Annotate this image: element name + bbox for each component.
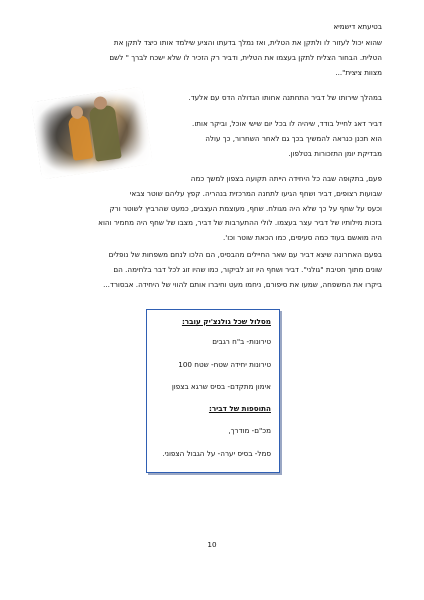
route-item: טירונות- ב"ח רגבים [212,337,271,346]
photo-figure-soldier [89,105,122,162]
text-line: פעם, בתקופה שבה כל היחידה הייתה תקועה בצפון למשך כמה [190,174,382,183]
text-line: הוא תכנן כנראה להמשיך בכך גם לאחר השחרור, כך עולה [205,133,382,143]
text-line: דביר דאג לחייל בודד, שיהיה לו בכל יום שישי אוכל, וביקר אותו. [192,119,382,128]
text-line: וכעס על שחף על כך שלא היה מגולח. שחף, מעוצמת העצבים, כמעט שהרביץ לשוטר ורק [109,203,382,213]
page-header: בטיעתא דישמיא [333,22,382,31]
route-info-box [146,309,280,473]
text-line: הטלית. הבחור הצליח לתקן בעצמו את הטלית, ודביר רק הזכיר לו שלא ישכח לברך " לשם [109,52,382,62]
text-line: במהלך שירותו של דביר התחתנה אחותו הגדולה הדס עם אלעד. [188,93,382,102]
paragraph-nahariya [40,172,382,246]
addition-item: סמל- בסיס יערה- על הגבול הצפוני. [162,449,271,458]
paragraph-condolence [40,248,382,292]
route-heading: מסלול שכל גולנצ'יק עובר: [181,317,271,326]
text-line: שבועות רצופים, דביר ושחף הגיעו לתחנה המרכזית בנהריה. קפץ עליהם שוטר צבאי [129,188,382,198]
paragraph-lone-soldier [162,117,382,161]
route-item: טירונות יחידה שטח- שטח 100 [178,360,271,369]
paragraph-tallit [40,36,382,80]
text-line: ביקרו את המשפחה, שמעו את סיפורם, ניחמו מעט וחיברו אותם להווי של היחידה. אבסורד... [103,279,382,289]
addition-item: מכ"ם- מודרך, [228,426,271,435]
text-line: שהוא יכול לעזור לו ולתקן את הטלית, ואז נמלך בדעתו והציע שילמד אותו כיצד לתקן את [113,38,382,47]
text-line: בזכות מילותיו של דביר עצר בעצמו. לולי ההתערבות של דביר, מצבו של שחף היה מחמיר והוא [98,218,382,228]
route-item: אימון מתקדם- בסיס שרגא בצפון [171,382,271,391]
text-line: היה מואשם בעוד כמה סעיפים, כמו הכאת שוטר וכו'. [222,233,382,243]
wedding-photo [31,87,153,180]
text-line: מצוות ציצית"... [335,67,382,77]
text-line: בפעם האחרונה שיצא דביר עם שאר החיילים מהבסיס, הם הלכו לנחם משפחות של נופלים [108,250,382,259]
page-number: 10 [207,540,217,549]
additions-heading: התוספות של דביר: [208,404,271,413]
text-line: מבדיקת יומן התזכורות בטלפון. [288,148,382,158]
text-line: שונים מתוך חטיבת "גולני". דביר ושחף היו זוג לביקור, כמו שהיו זוג לכל דבר בלחימה. הם [113,264,382,274]
